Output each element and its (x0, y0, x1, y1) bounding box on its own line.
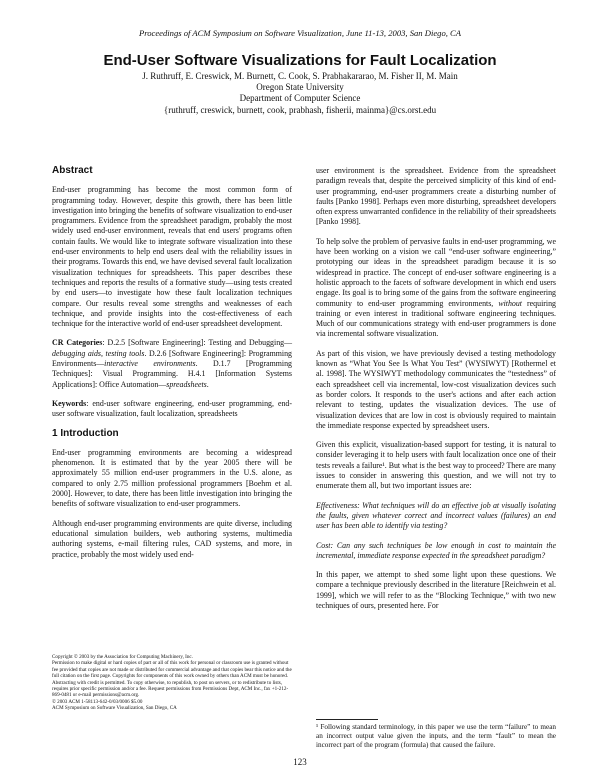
copyright-line-3: © 2003 ACM 1-58113-642-0/03/0006 $5.00 (52, 698, 143, 705)
quote-cost: Cost: Can any such techniques be low enough in cost to maintain the incremental, immediate response expected in the spreadsheet paradigm? (316, 540, 556, 560)
intro-heading: 1 Introduction (52, 427, 119, 439)
copyright-permissions: Permission to make digital or hard copies of part or all of this work for personal or classroom use is granted without fee provided that copies are not made or distributed for commercial advantage and that copies bear this notice and the full citation on the first page. Copyrights for components of this work owned by others than ACM must be honored. Abstracting with credit is permitted. To copy otherwise, to republish, to post on servers, or to redistribute to lists, requires prior specific permission and/or a fee. Request permissions from Permissions Dept, ACM Inc., fax +1-212-869-0481 or e-mail permissions@acm.org. (52, 660, 292, 699)
quote-effectiveness: Effectiveness: What techniques will do an effective job at visually isolating the faults, given whatever correct and incorrect values (failures) an end user has been able to identify via testing? (316, 500, 556, 531)
paper-title: End-User Software Visualizations for Fault Localization (103, 52, 497, 69)
right-paragraph-1: user environment is the spreadsheet. Evidence from the spreadsheet paradigm reveals that, despite the perceived simplicity of this kind of end-user programming, end-user programmers create a disturbing number of faults [Panko 1998]. Perhaps even more disturbing, spreadsheet developers often express unwarranted confidence in the reliability of their spreadsheets [Panko 1998]. (316, 166, 556, 227)
author-block (0, 71, 600, 116)
copyright-notice (52, 654, 294, 712)
cr-text-4: . (206, 379, 209, 389)
cr-text-2: . D.2.6 [Software Engineering]: Programming Environments— (52, 348, 292, 369)
keywords-text: : end-user software engineering, end-user programming, end-user software visualization, fault localization, spreadsheets (52, 398, 292, 419)
right-paragraph-5: In this paper, we attempt to shed some light upon these questions. We compare a technique previously described in the literature [Reichwein et al. 1999], which we will refer to as the “Blocking Technique,” with two new techniques of ours, presented here. For (316, 570, 556, 610)
cr-italic-2: interactive environments (104, 359, 196, 369)
right-paragraph-2a: To help solve the problem of pervasive faults in end-user programming, we have been working on a vision we call “end-user software engineering,” prototyping our ideas in the spreadsheet paradigm because it is so widespread in practice. The concept of end-user software engineering is a holistic approach to the facets of software development in which end users engage. Its goal is to bring some of the gains from the software engineering community to end-user programming environments, (316, 236, 556, 308)
authors: J. Ruthruff, E. Creswick, M. Burnett, C. Cook, S. Prabhakararao, M. Fisher II, M. Main (142, 71, 458, 81)
cr-categories (52, 338, 292, 389)
right-paragraph-3: As part of this vision, we have previously devised a testing methodology known as “What You See Is What You Test” (WYSIWYT) [Rothermel et al. 1998]. The WYSIWYT methodology communicates the “testedness” of each spreadsheet cell via incremental, low-cost visualization devices such as border colors. It responds to the user's actions and after each action relevant to testing, updates the visualization devices. The use of visualization devices that are low in cost is obviously required to maintain the immediate response expected by spreadsheet users. (316, 348, 556, 430)
abstract-heading: Abstract (52, 165, 93, 176)
right-paragraph-2-italic: without (498, 298, 523, 308)
right-column (316, 166, 556, 620)
right-paragraph-2 (316, 237, 556, 340)
abstract-text: End-user programming has become the most common form of programming today. However, despite this growth, there has been little investigation into bringing the benefits of software visualization to end-user programmers. Evidence from the spreadsheet paradigm, probably the most widely used end-user environment, reveals that end users' programs often contain faults. We would like to integrate software visualization into these end-user environments to help end users deal with the reliability issues in their programs. Towards this end, we have devised several fault localization visualization techniques for spreadsheets. This paper describes these techniques and reports the results of a formative study—using tests created by end users—to investigate how these fault localization techniques compare. Our results reveal some strengths and weaknesses of each technique, and provide insights into the cost-effectiveness of each technique for the interactive world of end-user spreadsheet development. (52, 185, 292, 329)
cr-text-1: : D.2.5 [Software Engineering]: Testing and Debugging— (102, 338, 292, 348)
footnote-rule (316, 719, 378, 720)
department: Department of Computer Science (239, 93, 361, 104)
cr-categories-label: CR Categories (52, 338, 103, 348)
cr-italic-1: debugging aids, testing tools (52, 348, 145, 358)
intro-paragraph-1: End-user programming environments are becoming a widespread phenomenon. It is estimated that by the year 2005 there will be approximately 55 million end-user programmers in the U.S. alone, as compared to only 2.75 million professional programmers [Boehm et al. 2000]. However, to date, there has been little investigation into bringing the benefits of software visualization to end-user programmers. (52, 447, 292, 509)
copyright-line-4: ACM Symposium on Software Visualization, San Diego, CA (52, 705, 177, 712)
keywords (52, 399, 292, 420)
page-number: 123 (293, 757, 307, 767)
intro-paragraph-2: Although end-user programming environments are quite diverse, including educational simulation builders, web authoring systems, multimedia authoring systems, e-mail filtering rules, CAD systems, and more, in practice, probably the most widely used end- (52, 518, 292, 559)
left-column (52, 166, 292, 569)
right-paragraph-2b: requiring training or even interest in traditional software engineering techniques. Much of our communications strategy with end-user programmers is done via incremental software visualization. (316, 298, 556, 339)
emails: {ruthruff, creswick, burnett, cook, prabhash, fisherii, mainma}@cs.orst.edu (163, 104, 437, 115)
right-paragraph-4: Given this explicit, visualization-based support for testing, it is natural to consider leveraging it to help users with fault localization once one of their tests reveals a failure¹. But what is the best way to proceed? There are many issues to consider in answering this question, and we will not try to enumerate them all, but two important issues are: (316, 440, 556, 491)
copyright-line-1: Copyright © 2003 by the Association for Computing Machinery, Inc. (52, 654, 193, 660)
keywords-label: Keywords (52, 398, 87, 408)
university: Oregon State University (256, 82, 344, 93)
proceedings-line: Proceedings of ACM Symposium on Software Visualization, June 11-13, 2003, San Diego, CA (138, 28, 462, 38)
cr-text-3: . D.1.7 [Programming Techniques]: Visual Programming. H.4.1 [Information Systems Applications]: Office Automation— (52, 359, 292, 389)
cr-italic-3: spreadsheets (166, 379, 207, 389)
footnote: ¹ Following standard terminology, in this paper we use the term “failure” to mean an incorrect output value given the inputs, and the term “fault” to mean the incorrect part of the program (formula) that caused the failure. (316, 723, 556, 750)
